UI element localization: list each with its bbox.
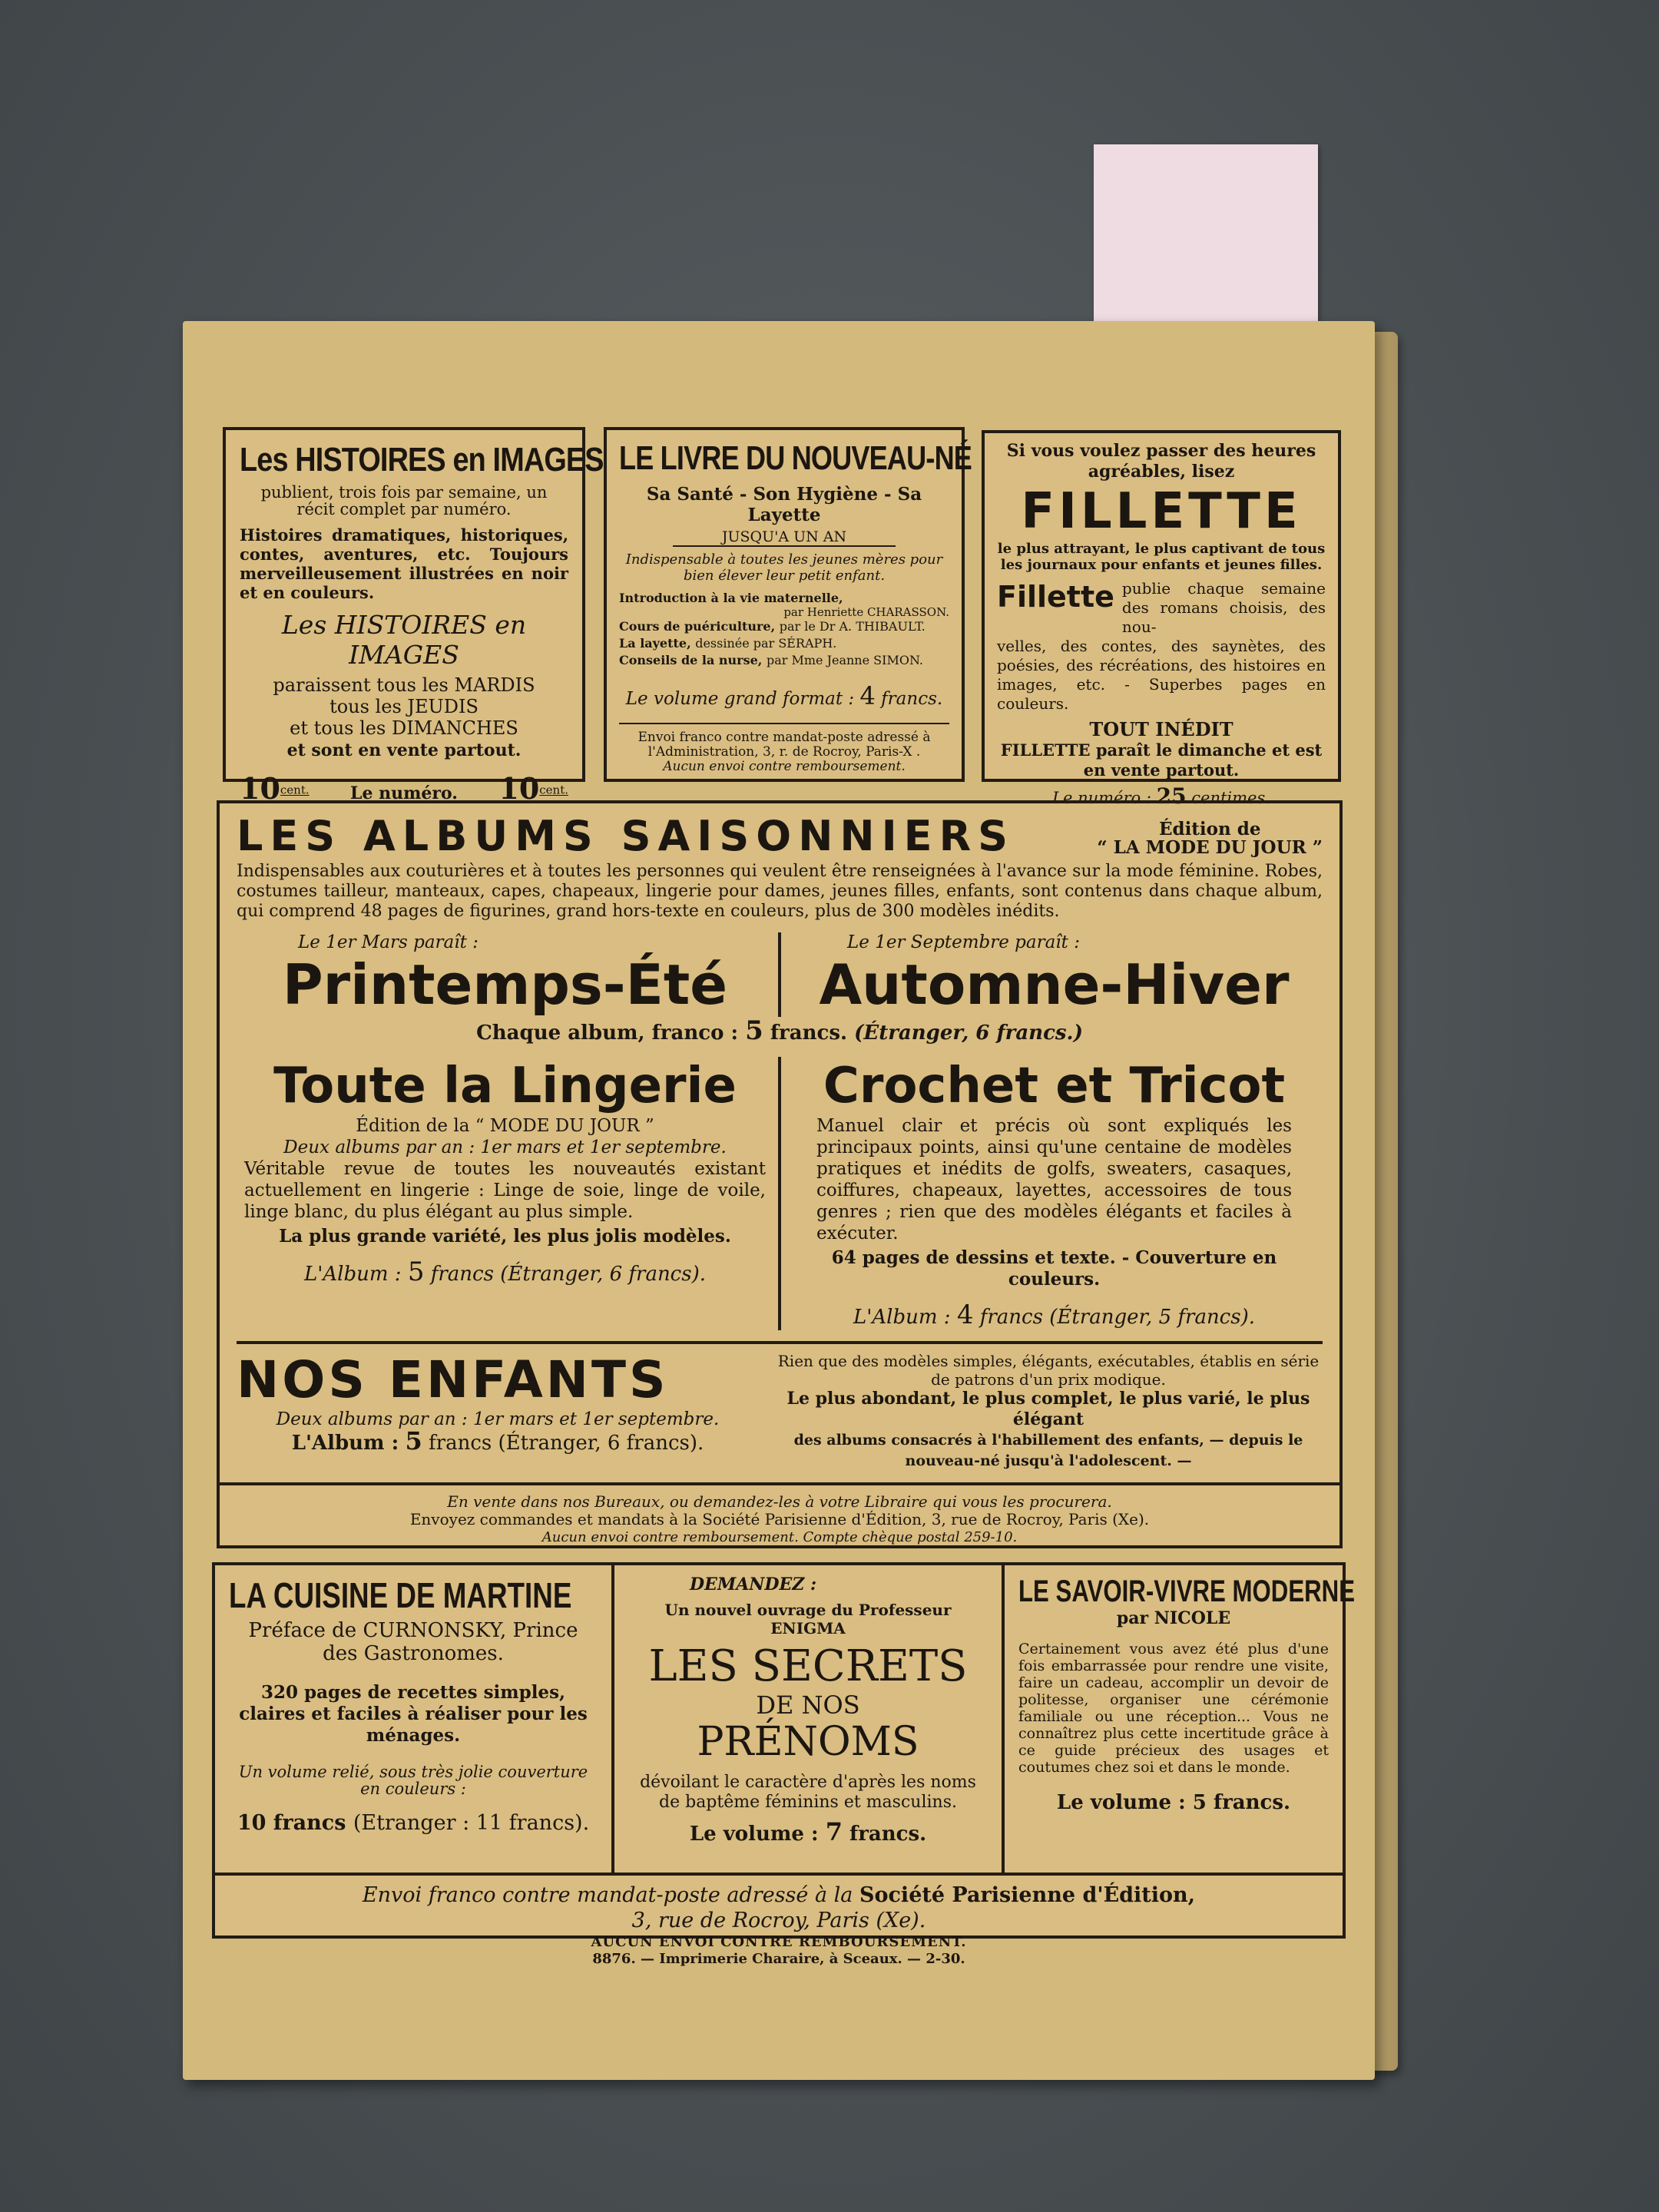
enfants-album-label: L'Album : xyxy=(291,1432,399,1455)
livre-item-1: Introduction à la vie maternelle, xyxy=(619,591,843,605)
histoires-days-3: et tous les DIMANCHES xyxy=(290,717,518,739)
histoires-days-2: tous les JEUDIS xyxy=(329,696,478,717)
crochet-title: Crochet et Tricot xyxy=(823,1058,1286,1114)
lingerie-album-number: 5 xyxy=(407,1257,425,1287)
histoires-days-1: paraissent tous les MARDIS xyxy=(273,674,535,696)
albums-edition-label: Édition de xyxy=(1158,819,1261,839)
crochet-album-unit: francs (Étranger, 5 francs). xyxy=(979,1306,1255,1329)
cuisine-volume: Un volume relié, sous très jolie couverture en couleurs : xyxy=(238,1763,588,1798)
enfants-right xyxy=(759,1352,1323,1472)
lingerie-album-label: L'Album : xyxy=(303,1263,402,1286)
histoires-subtitle: publient, trois fois par semaine, un récit complet par numéro. xyxy=(260,483,548,518)
ad-histoires-en-images xyxy=(223,427,604,806)
albums-chaque-price xyxy=(237,1015,1323,1046)
bottom-footer-line-1 xyxy=(215,1883,1343,1907)
albums-lingerie-col xyxy=(237,1057,773,1330)
albums-vertical-rule xyxy=(778,932,781,1017)
histoires-title-2: Les HISTOIRES en IMAGES xyxy=(281,610,527,670)
cuisine-price-etranger: (Etranger : 11 francs). xyxy=(353,1811,590,1835)
ad-cuisine-de-martine xyxy=(215,1565,614,1873)
albums-enfants-row xyxy=(237,1352,1323,1472)
albums-horizontal-rule xyxy=(237,1341,1323,1344)
albums-footer xyxy=(220,1482,1339,1546)
enfants-deux-albums: Deux albums par an : 1er mars et 1er septembre. xyxy=(276,1409,720,1429)
albums-chaque-label: Chaque album, franco : xyxy=(476,1022,739,1045)
lingerie-description: Véritable revue de toutes les nouveautés existant actuellement en lingerie : Linge de soie, linge de voile, linge blanc, du plus élégant au plus simple. xyxy=(244,1159,766,1222)
albums-automne-col xyxy=(786,932,1323,1017)
secrets-volume-label: Le volume : xyxy=(689,1823,819,1846)
secrets-title-1: LES SECRETS xyxy=(648,1641,968,1691)
livre-envoi xyxy=(619,723,949,774)
albums-intro: Indispensables aux couturières et à toutes les personnes qui veulent être renseignées à l'avance sur la mode féminine. Robes, costumes tailleur, manteaux, capes, chapeaux, lingerie pour dames, jeunes filles, enfants, sont contenus dans chaque album, qui comprend 48 pages de figurines, grand hors-texte en couleurs, plus de 300 modèles inédits. xyxy=(237,862,1323,921)
albums-lingerie-crochet-row xyxy=(237,1057,1323,1330)
secrets-description: dévoilant le caractère d'après les noms de baptême féminins et masculins. xyxy=(640,1773,976,1812)
histoires-vente: et sont en vente partout. xyxy=(286,740,522,760)
fillette-title: FILLETTE xyxy=(1021,483,1302,540)
histoires-price-right: 10 xyxy=(498,771,540,806)
secrets-price-row xyxy=(628,1817,988,1846)
albums-septembre: Le 1er Septembre paraît : xyxy=(847,932,1080,952)
crochet-description: Manuel clair et précis où sont expliqués les principaux points, ainsi qu'une centaine de modèles pratiques et inédits de golfs, sweaters, casaques, coiffures, chapeaux, layettes, accessoires de tous genres ; rien que des modèles élégants et faciles à exécuter. xyxy=(816,1116,1292,1243)
albums-header xyxy=(237,813,1323,860)
albums-edition-name: “ LA MODE DU JOUR ” xyxy=(1097,837,1323,858)
albums-chaque-number: 5 xyxy=(745,1015,763,1046)
ad-fillette xyxy=(982,430,1341,809)
enfants-description: Rien que des modèles simples, élégants, exécutables, établis en série de patrons d'un prix modique. xyxy=(777,1352,1320,1389)
enfants-left xyxy=(237,1352,759,1472)
histoires-description: Histoires dramatiques, historiques, contes, aventures, etc. Toujours merveilleusement illustrées en noir et en couleurs. xyxy=(240,525,568,602)
livre-item-3-author: dessinée par SÉRAPH. xyxy=(695,636,837,651)
savoir-author: par NICOLE xyxy=(1116,1608,1231,1628)
livre-item-1-author: par Henriette CHARASSON. xyxy=(783,605,949,619)
livre-item-4-author: par Mme Jeanne SIMON. xyxy=(766,653,924,667)
crochet-album-price xyxy=(786,1300,1323,1330)
lingerie-bold: La plus grande variété, les plus jolis modèles. xyxy=(279,1226,731,1247)
fillette-title-2: Fillette xyxy=(997,580,1114,614)
fillette-numero-price: 25 xyxy=(1156,783,1187,809)
livre-volume-unit: francs. xyxy=(881,689,943,709)
histoires-price-unit: cent. xyxy=(280,783,310,797)
enfants-bold: Le plus abondant, le plus complet, le plus varié, le plus élégant xyxy=(786,1389,1310,1429)
histoires-title: Les HISTOIRES en IMAGES xyxy=(240,441,604,478)
secrets-unit: francs. xyxy=(849,1823,927,1846)
albums-crochet-col xyxy=(786,1057,1323,1330)
livre-item-3: La layette, xyxy=(619,636,691,651)
bottom-footer xyxy=(215,1873,1343,1950)
secrets-price: 7 xyxy=(825,1817,843,1846)
albums-vertical-rule-2 xyxy=(778,1057,781,1330)
crochet-album-number: 4 xyxy=(956,1300,974,1330)
lingerie-edition: Édition de la “ MODE DU JOUR ” xyxy=(356,1116,654,1136)
lingerie-title: Toute la Lingerie xyxy=(273,1058,737,1114)
livre-aucun-envoi: Aucun envoi contre remboursement. xyxy=(663,759,906,774)
savoir-volume: Le volume : 5 francs. xyxy=(1056,1791,1291,1814)
fillette-numero-unit: centimes. xyxy=(1191,789,1270,807)
livre-subtitle: Sa Santé - Son Hygiène - Sa Layette xyxy=(646,484,922,525)
crochet-album-label: L'Album : xyxy=(853,1306,951,1329)
livre-age: JUSQU'A UN AN xyxy=(673,528,896,547)
livre-item-2-author: par le Dr A. THIBAULT. xyxy=(779,619,926,634)
livre-item-2: Cours de puériculture, xyxy=(619,619,776,634)
albums-printemps-title: Printemps-Été xyxy=(282,952,728,1017)
albums-seasons-row xyxy=(237,932,1323,1017)
fillette-desc-row xyxy=(997,579,1326,637)
livre-volume-number: 4 xyxy=(859,681,876,710)
albums-footer-line-1: En vente dans nos Bureaux, ou demandez-les à votre Libraire qui vous les procurera. xyxy=(447,1492,1112,1511)
livre-envoi-text: Envoi franco contre mandat-poste adressé à l'Administration, 3, r. de Rocroy, Paris-X . xyxy=(637,730,931,760)
fillette-desc-a: publie chaque semaine des romans choisis, des nou- xyxy=(1121,579,1326,636)
fillette-numero-label: Le numéro : xyxy=(1052,789,1151,807)
livre-volume-label: Le volume grand format : xyxy=(625,689,855,709)
enfants-album-price xyxy=(237,1426,759,1455)
livre-item-4: Conseils de la nurse, xyxy=(619,653,763,667)
cuisine-price: 10 francs xyxy=(237,1811,346,1835)
livre-volume-price xyxy=(619,681,949,710)
albums-printemps-col xyxy=(237,932,773,1017)
fillette-parait: FILLETTE paraît le dimanche et est en vente partout. xyxy=(1000,740,1323,780)
secrets-author: Un nouvel ouvrage du Professeur ENIGMA xyxy=(664,1601,952,1637)
fillette-tagline: le plus attrayant, le plus captivant de tous les journaux pour enfants et jeunes filles. xyxy=(997,541,1326,573)
fillette-intro: Si vous voulez passer des heures agréables, lisez xyxy=(1006,441,1316,482)
bottom-footer-line-1b: Société Parisienne d'Édition, xyxy=(859,1883,1196,1907)
livre-description: Indispensable à toutes les jeunes mères pour bien élever leur petit enfant. xyxy=(625,551,943,584)
secrets-title-2: DE NOS xyxy=(756,1690,860,1720)
bottom-footer-line-3: AUCUN ENVOI CONTRE REMBOURSEMENT. xyxy=(591,1934,967,1950)
albums-title: LES ALBUMS SAISONNIERS xyxy=(237,812,1015,860)
histoires-price-left: 10 xyxy=(240,771,280,806)
lingerie-deux-albums: Deux albums par an : 1er mars et 1er septembre. xyxy=(283,1137,727,1157)
lingerie-album-unit: francs (Étranger, 6 francs). xyxy=(430,1263,706,1286)
enfants-title: NOS ENFANTS xyxy=(237,1350,669,1409)
secrets-title-3: PRÉNOMS xyxy=(697,1719,919,1765)
histoires-price-label: Le numéro. xyxy=(350,783,458,803)
pink-paper-tab xyxy=(1094,144,1318,329)
enfants-description-2: des albums consacrés à l'habillement des enfants, — depuis le nouveau-né jusqu'à l'adolescent. — xyxy=(793,1432,1303,1469)
albums-footer-line-3: Aucun envoi contre remboursement. Compte chèque postal 259-10. xyxy=(541,1529,1018,1545)
cuisine-preface: Préface de CURNONSKY, Prince des Gastronomes. xyxy=(248,1619,578,1665)
fillette-desc-b: velles, des contes, des saynètes, des poésies, des récréations, des histoires en images, etc. - Superbes pages en couleurs. xyxy=(997,637,1326,713)
secrets-demandez: DEMANDEZ : xyxy=(690,1575,817,1594)
bottom-footer-line-1a: Envoi franco contre mandat-poste adressé à la xyxy=(362,1883,853,1907)
albums-automne-title: Automne-Hiver xyxy=(819,952,1290,1017)
cuisine-price-row xyxy=(229,1811,598,1835)
savoir-description: Certainement vous avez été plus d'une fois embarrassée pour rendre une visite, faire un cadeau, accomplir un devoir de politesse, organiser une cérémonie familiale ou une réception... Vous ne connaîtrez plus cette incertitude grâce à ce guide précieux des usages et coutumes chez soi et dans le monde. xyxy=(1018,1641,1329,1776)
cuisine-title: LA CUISINE DE MARTINE xyxy=(229,1575,572,1615)
fillette-inedit: TOUT INÉDIT xyxy=(1089,718,1233,740)
albums-footer-line-2: Envoyez commandes et mandats à la Société Parisienne d'Édition, 3, rue de Rocroy, Paris (Xe). xyxy=(409,1510,1150,1528)
ad-savoir-vivre-moderne xyxy=(1005,1565,1356,1873)
ad-bottom-books xyxy=(212,1562,1356,1950)
ad-albums-saisonniers xyxy=(217,800,1343,1548)
livre-contents xyxy=(619,590,949,669)
albums-mars: Le 1er Mars paraît : xyxy=(298,932,478,952)
albums-edition xyxy=(1097,820,1323,857)
cuisine-description: 320 pages de recettes simples, claires et faciles à réaliser pour les ménages. xyxy=(239,1682,588,1746)
lingerie-album-price xyxy=(237,1257,773,1287)
crochet-bold: 64 pages de dessins et texte. - Couverture en couleurs. xyxy=(831,1247,1277,1290)
enfants-album-unit: francs (Étranger, 6 francs). xyxy=(429,1432,704,1455)
bottom-footer-line-2: 3, rue de Rocroy, Paris (Xe). xyxy=(631,1909,926,1932)
albums-chaque-etranger: (Étranger, 6 francs.) xyxy=(854,1022,1083,1045)
histoires-price-unit-2: cent. xyxy=(539,783,568,797)
albums-chaque-unit: francs. xyxy=(770,1022,848,1045)
livre-title: LE LIVRE DU NOUVEAU-NÉ xyxy=(619,439,972,477)
printer-imprint: 8876. — Imprimerie Charaire, à Sceaux. — 2-30. xyxy=(592,1951,965,1967)
ad-secrets-de-nos-prenoms xyxy=(614,1565,1005,1873)
ad-livre-du-nouveau-ne xyxy=(604,427,972,782)
enfants-album-number: 5 xyxy=(405,1426,422,1455)
savoir-title: LE SAVOIR-VIVRE MODERNE xyxy=(1018,1575,1356,1608)
